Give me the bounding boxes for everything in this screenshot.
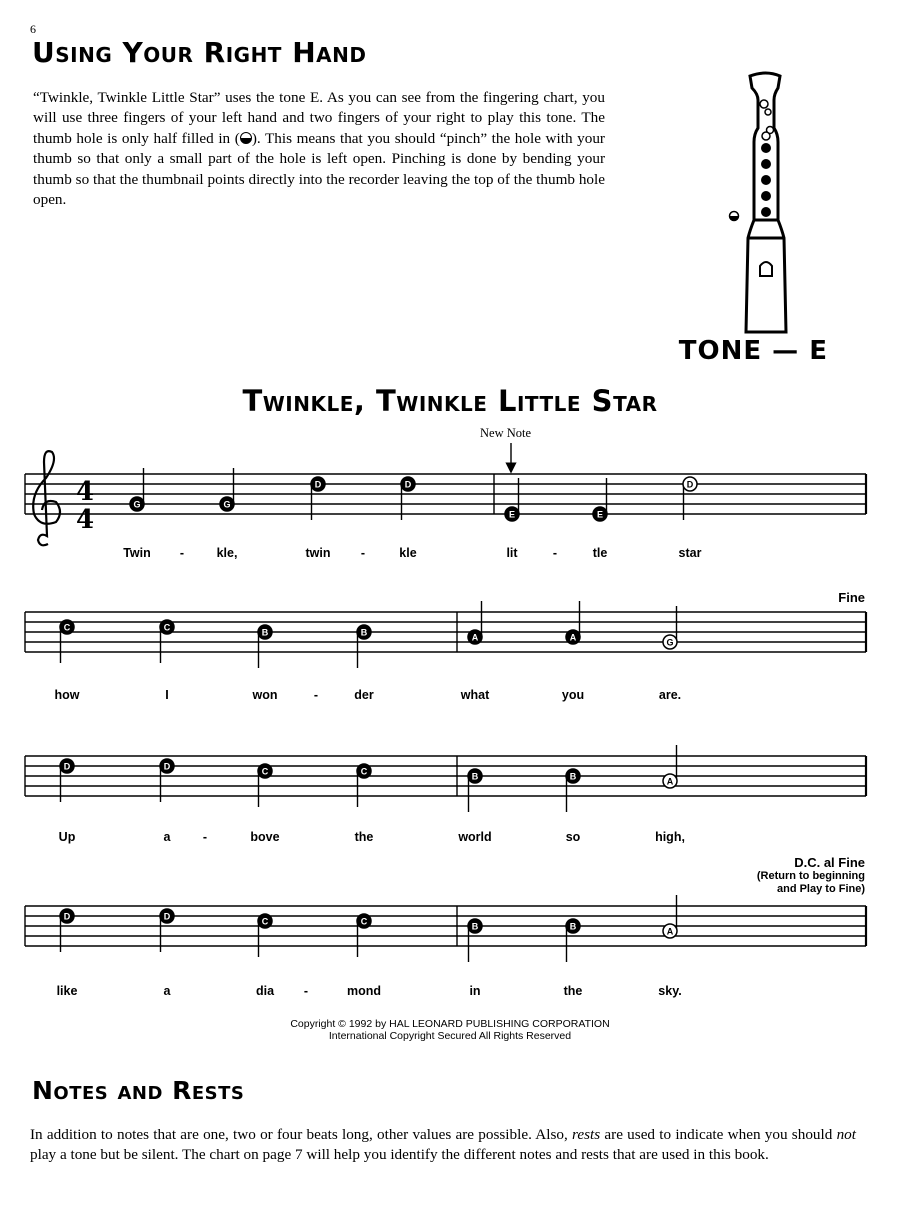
copyright-line2: International Copyright Secured All Rights Reserved [328, 1030, 572, 1042]
note-letter: B [569, 921, 577, 932]
note-letter: D [63, 911, 71, 922]
lyric-syllable: a [163, 984, 171, 998]
note-letter: A [666, 776, 674, 787]
lyric-hyphen: - [303, 984, 309, 998]
tone-label: TONE — E [678, 336, 828, 366]
copyright-notice [0, 1018, 900, 1042]
body-text-3: play a tone but be silent. The chart on page 7 will help you identify the different notes and rests that are used in this book. [30, 1146, 769, 1164]
lyric-hyphen: - [313, 688, 319, 702]
intro-text-after: ). This means that you should “pinch” the hole with your thumb so that only a small part of the hole is left open. Pinching is done by bending your thumb so that the thumbnail points directly into the recorder leaving the top of the thumb hole open. [33, 129, 605, 209]
note-letter: E [596, 509, 604, 520]
lyric-syllable: you [561, 688, 585, 702]
note-letter: C [360, 766, 368, 777]
lyric-syllable: bove [250, 830, 280, 844]
body-text-2: are used to indicate when you should [600, 1126, 837, 1143]
rests-word: rests [572, 1126, 601, 1143]
note-letter: E [508, 509, 516, 520]
lyric-syllable: Twin [123, 546, 151, 560]
intro-text-before: “Twinkle, Twinkle Little Star” uses the tone E. As you can see from the fingering chart, you will use three fingers of your left hand and two fingers of your right to play this tone. The thumb hole is only half filled in ( [33, 89, 605, 147]
dc-al-fine-marking: D.C. al Fine [794, 855, 865, 870]
note-letter: D [163, 761, 171, 772]
note-letter: C [360, 916, 368, 927]
note-letter: B [261, 627, 269, 638]
note-letter: B [360, 627, 368, 638]
lyric-syllable: high, [655, 830, 685, 844]
lyric-syllable: won [252, 688, 278, 702]
section-heading-right-hand: Using Your Right Hand [32, 36, 367, 69]
lyric-syllable: Up [58, 830, 76, 844]
section-heading-notes-rests: Notes and Rests [32, 1076, 245, 1105]
notes-rests-paragraph [30, 1125, 856, 1165]
note-letter: G [133, 499, 141, 510]
song-title: Twinkle, Twinkle Little Star [242, 384, 658, 418]
not-word: not [836, 1126, 856, 1143]
lyric-hyphen: - [360, 546, 366, 560]
lyric-syllable: lit [506, 546, 518, 560]
note-letter: G [223, 499, 231, 510]
note-letter: C [63, 622, 71, 633]
lyric-syllable: kle [399, 546, 417, 560]
time-signature-bottom: 4 [75, 505, 95, 535]
note-letter: G [666, 637, 674, 648]
lyric-syllable: in [469, 984, 481, 998]
note-letter: A [569, 632, 577, 643]
lyric-syllable: how [54, 688, 80, 702]
lyric-syllable: dia [255, 984, 275, 998]
lyric-syllable: kle, [216, 546, 238, 560]
lyric-syllable: der [354, 688, 374, 702]
dc-al-fine-instructions [757, 870, 865, 896]
note-letter: B [569, 771, 577, 782]
lyric-syllable: star [678, 546, 702, 560]
note-letter: C [261, 916, 269, 927]
note-letter: B [471, 921, 479, 932]
lyric-hyphen: - [552, 546, 558, 560]
page-number: 6 [30, 22, 36, 36]
new-note-label: New Note [480, 426, 532, 440]
lyric-syllable: what [460, 688, 490, 702]
note-letter: C [261, 766, 269, 777]
lyric-syllable: so [565, 830, 581, 844]
lyric-syllable: are. [658, 688, 682, 702]
lyric-syllable: the [563, 984, 583, 998]
dc-note-line2: and Play to Fine) [776, 883, 865, 895]
note-letter: A [471, 632, 479, 643]
time-signature-top: 4 [75, 477, 95, 507]
lyric-syllable: I [165, 688, 169, 702]
note-letter: D [404, 479, 412, 490]
note-letter: D [63, 761, 71, 772]
note-letter: A [666, 926, 674, 937]
lyric-syllable: world [458, 830, 492, 844]
note-letter: C [163, 622, 171, 633]
body-text-1: In addition to notes that are one, two or four beats long, other values are possible. Also, [30, 1126, 573, 1143]
lyric-syllable: like [56, 984, 78, 998]
note-letter: D [314, 479, 322, 490]
note-letter: D [686, 479, 694, 490]
lyric-syllable: mond [346, 984, 382, 998]
fine-marking: Fine [838, 590, 865, 605]
lyric-hyphen: - [179, 546, 185, 560]
note-letter: D [163, 911, 171, 922]
lyric-hyphen: - [202, 830, 208, 844]
lyric-syllable: twin [305, 546, 331, 560]
copyright-line1: Copyright © 1992 by HAL LEONARD PUBLISHING CORPORATION [290, 1018, 610, 1030]
lyric-syllable: sky. [658, 984, 682, 998]
note-letter: B [471, 771, 479, 782]
lyric-syllable: the [354, 830, 374, 844]
dc-note-line1: (Return to beginning [756, 870, 865, 882]
lyric-syllable: a [163, 830, 171, 844]
lyric-syllable: tle [592, 546, 608, 560]
